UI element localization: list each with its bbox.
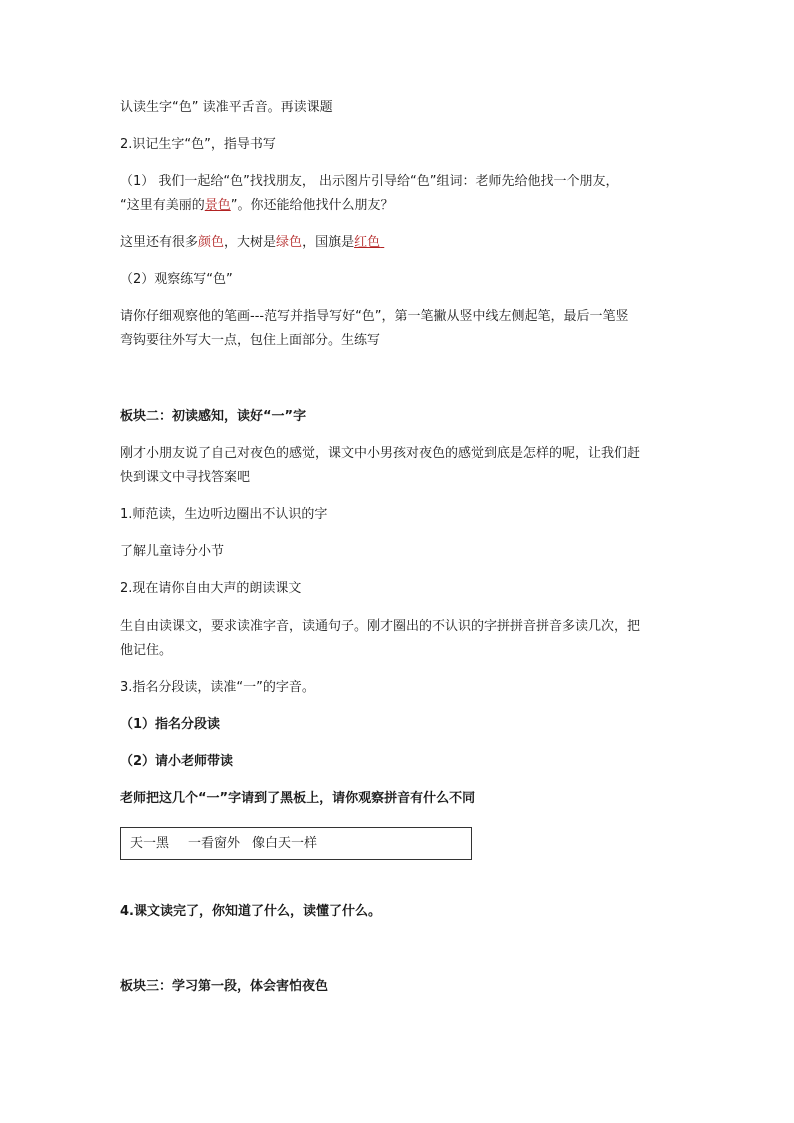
paragraph-intro-line1: 刚才小朋友说了自己对夜色的感觉，课文中小男孩对夜色的感觉到底是怎样的呢，让我们赶 [120,446,641,461]
paragraph-find-friends-line2 [120,196,394,216]
paragraph-read-aloud-line1: 生自由读课文，要求读准字音，读通句子。刚才圈出的不认识的字拼拼音拼音多读几次，把 [120,619,641,634]
paragraph-read-aloud-line2: 他记住。 [120,643,173,658]
highlight-word-hongse: 红色 [354,235,381,250]
paragraph-observe-write: （2）观察练写“色” [120,272,233,287]
text-span: 这里还有很多 [120,235,199,250]
paragraph-free-reading: 2.现在请你自由大声的朗读课文 [120,581,302,596]
paragraph-teacher-reading: 1.师范读，生边听边圈出不认识的字 [120,507,328,522]
highlight-word-jingse: 景色 [204,198,231,213]
underline-trail [380,235,384,250]
paragraph-color-words [120,233,384,253]
paragraph-stroke-guide-line1: 请你仔细观察他的笔画---范写并指导写好“色”，第一笔撇从竖中线左侧起笔，最后一笔竖 [120,309,629,324]
paragraph-identify-character: 2.识记生字“色”，指导书写 [120,137,276,152]
section-three-heading: 板块三：学习第一段，体会害怕夜色 [120,979,329,994]
text-span: ，国旗是 [302,235,355,250]
section-two-heading: 板块二：初读感知，读好“一”字 [120,409,307,424]
paragraph-find-friends-line1: （1） 我们一起给“色”找找朋友， 出示图片引导给“色”组词：老师先给他找一个朋友， [120,174,619,189]
paragraph-blackboard: 老师把这几个“一”字请到了黑板上，请你观察拼音有什么不同 [120,791,476,806]
text-span: ”。你还能给他找什么朋友？ [230,198,394,213]
paragraph-stroke-guide-line2: 弯钩要往外写大一点，包住上面部分。生练写 [120,333,381,348]
blackboard-words-box [120,827,472,860]
paragraph-section-reading: 3.指名分段读，读准“一”的字音。 [120,680,315,695]
box-word: 一看窗外 [188,836,241,851]
step-named-reading: （1）指名分段读 [120,717,221,732]
text-span: ，大树是 [224,235,277,250]
highlight-word-yanse: 颜色 [198,235,225,250]
step-little-teacher: （2）请小老师带读 [120,754,234,769]
box-word: 像白天一样 [252,836,318,851]
paragraph-comprehension: 4.课文读完了，你知道了什么，读懂了什么。 [120,904,381,919]
text-span: “这里有美丽的 [120,198,205,213]
highlight-word-lvse: 绿色 [276,235,303,250]
paragraph-intro-line2: 快到课文中寻找答案吧 [120,470,251,485]
box-word: 天一黑 [130,836,170,851]
paragraph-poem-sections: 了解儿童诗分小节 [120,544,225,559]
paragraph-read-character: 认读生字“色” 读准平舌音。再读课题 [120,100,333,115]
